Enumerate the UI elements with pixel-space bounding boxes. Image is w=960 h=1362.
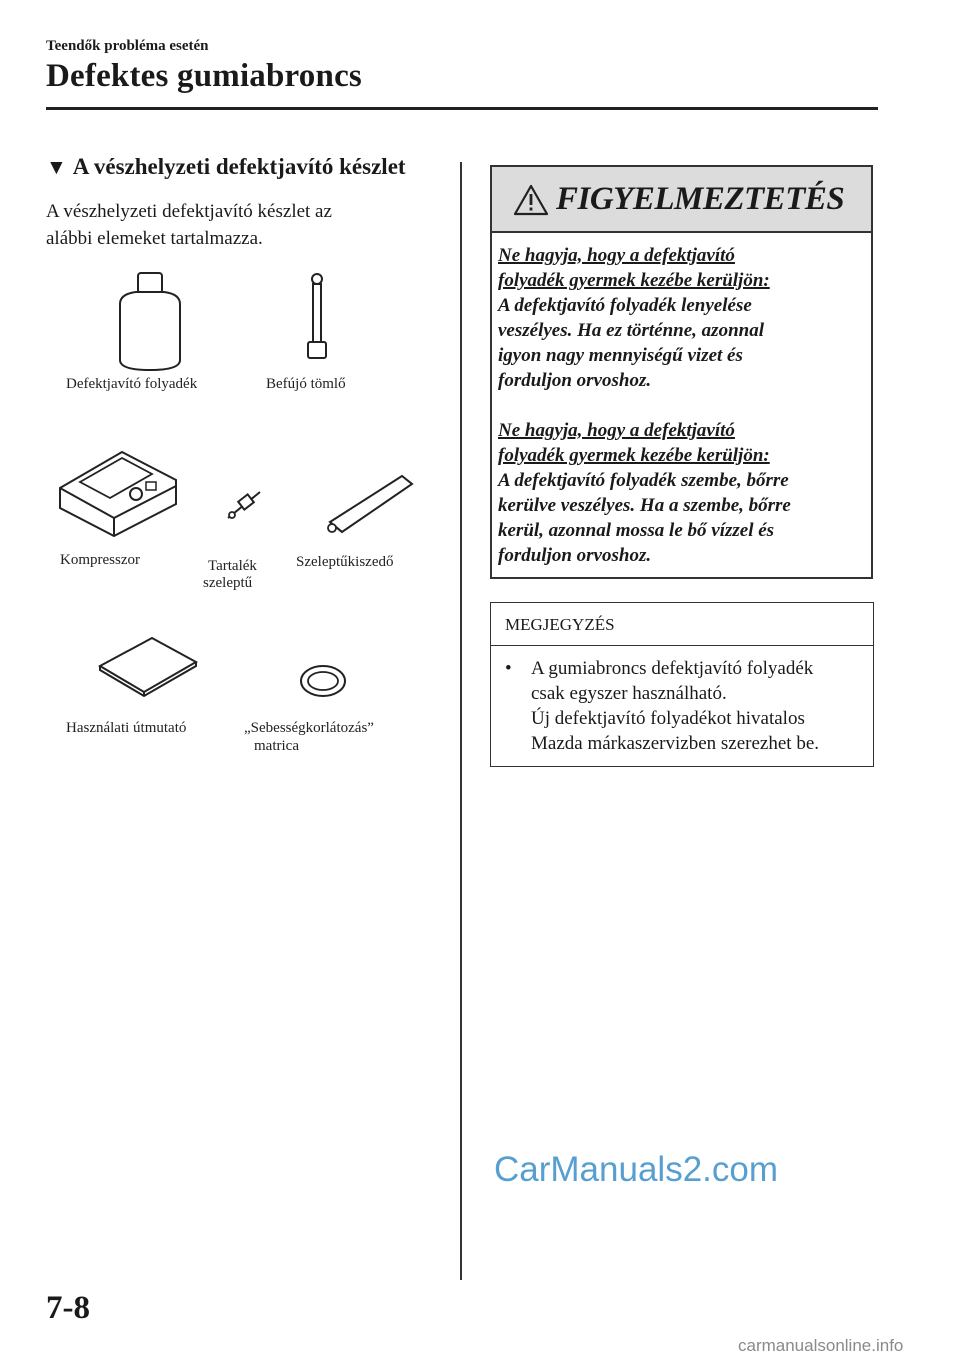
site-watermark: CarManuals2.com [494, 1150, 778, 1189]
intro-line: A vészhelyzeti defektjavító készlet az [46, 201, 332, 222]
compressor-illustration [56, 448, 180, 540]
note-line: A gumiabroncs defektjavító folyadék [531, 658, 814, 679]
warning-body [498, 243, 866, 568]
note-header [491, 603, 873, 646]
sticker-caption-line: matrica [254, 738, 299, 754]
valve-remover-caption: Szeleptűkiszedő [296, 554, 394, 570]
warning-title: FIGYELMEZTETÉS [556, 181, 845, 217]
warning-text-line: veszélyes. Ha ez történne, azonnal [498, 320, 764, 341]
sealant-caption: Defektjavító folyadék [66, 376, 198, 392]
sealant-bottle-illustration [110, 270, 190, 374]
warning-text-line: kerül, azonnal mossa le bő vízzel és [498, 520, 775, 541]
intro-line: alábbi elemeket tartalmazza. [46, 228, 263, 249]
inflation-hose-illustration [300, 272, 334, 364]
warning-text-line: kerülve veszélyes. Ha a szembe, bőrre [498, 495, 791, 516]
page-number: 7-8 [46, 1290, 90, 1326]
section-intro [46, 198, 446, 252]
sticker-illustration [298, 662, 348, 700]
warning-text-line: igyon nagy mennyiségű vizet és [498, 345, 743, 366]
section-marker-icon: ▼ [46, 155, 67, 179]
compressor-caption: Kompresszor [60, 552, 140, 568]
section-kicker: Teendők probléma esetén [46, 38, 209, 54]
sticker-caption-line: „Sebességkorlátozás” [244, 720, 374, 736]
section-heading-text: A vészhelyzeti defektjavító készlet [72, 154, 406, 179]
note-title: MEGJEGYZÉS [505, 615, 615, 634]
section-heading [46, 154, 406, 180]
warning-text-line: forduljon orvoshoz. [498, 370, 652, 391]
warning-box [490, 165, 873, 579]
warning-header [492, 167, 871, 233]
hose-caption: Befújó tömlő [266, 376, 346, 392]
warning-heading-line: Ne hagyja, hogy a defektjavító [498, 420, 735, 441]
warning-text-line: A defektjavító folyadék lenyelése [498, 295, 752, 316]
note-line: csak egyszer használható. [531, 683, 727, 704]
manual-caption: Használati útmutató [66, 720, 187, 736]
page-title: Defektes gumiabroncs [46, 58, 362, 94]
bullet-icon: • [505, 658, 512, 679]
note-body [505, 656, 867, 756]
valve-remover-illustration [322, 470, 416, 538]
warning-triangle-icon [512, 183, 550, 217]
warning-text-line: A defektjavító folyadék szembe, bőrre [498, 470, 789, 491]
note-box [490, 602, 874, 767]
note-line: Mazda márkaszervizben szerezhet be. [531, 733, 819, 754]
warning-heading-line: folyadék gyermek kezébe kerüljön: [498, 270, 770, 291]
warning-heading-line: folyadék gyermek kezébe kerüljön: [498, 445, 770, 466]
warning-text-line: forduljon orvoshoz. [498, 545, 652, 566]
warning-spacer [498, 393, 866, 418]
spare-valve-caption-line: Tartalék [208, 558, 257, 574]
manual-illustration [96, 634, 200, 704]
warning-heading-line: Ne hagyja, hogy a defektjavító [498, 245, 735, 266]
column-divider [460, 162, 462, 1280]
footer-watermark: carmanualsonline.info [738, 1336, 904, 1355]
spare-valve-caption-line: szeleptű [203, 575, 253, 591]
title-rule [46, 107, 878, 110]
note-line: Új defektjavító folyadékot hivatalos [531, 708, 805, 729]
spare-valve-illustration [224, 488, 266, 522]
